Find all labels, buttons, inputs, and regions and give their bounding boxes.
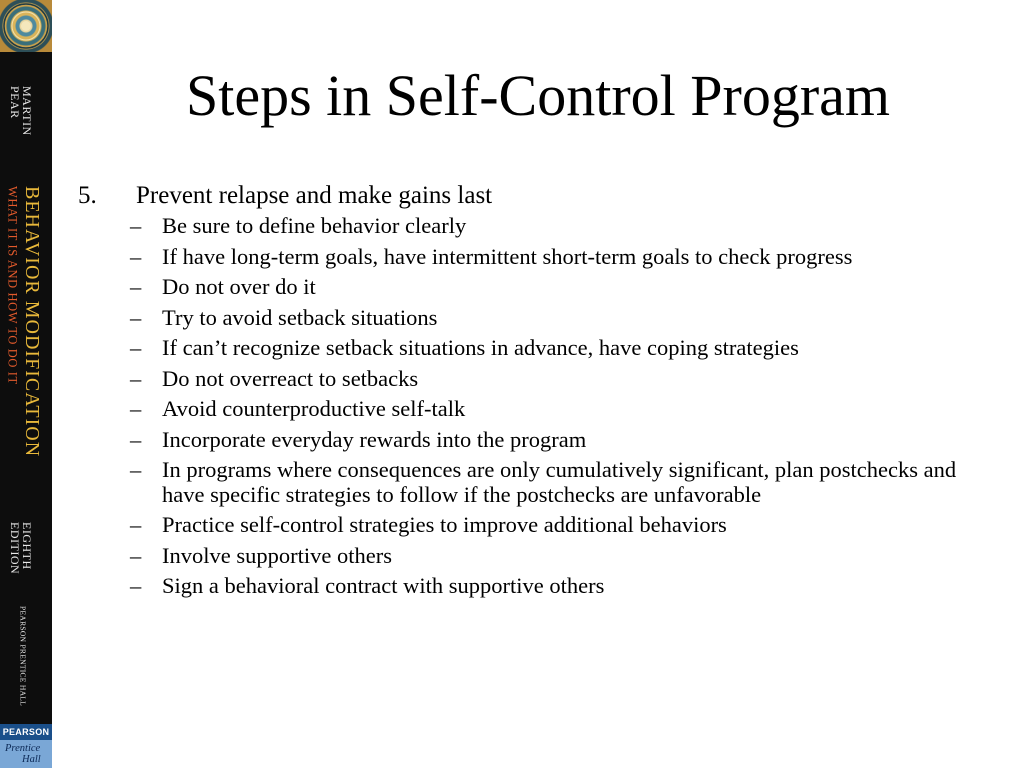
book-edition	[9, 522, 33, 574]
list-item	[78, 428, 962, 453]
list-item	[78, 574, 962, 599]
main-point-text: Prevent relapse and make gains last	[136, 182, 493, 209]
dash-bullet: –	[130, 213, 142, 238]
book-title: BEHAVIOR MODIFICATION	[21, 186, 43, 458]
list-item	[78, 306, 962, 331]
author-name: PEAR	[8, 86, 22, 119]
list-item-text: Practice self-control strategies to improve additional behaviors	[162, 512, 727, 537]
dash-bullet: –	[130, 457, 142, 482]
list-item	[78, 275, 962, 300]
dash-bullet: –	[130, 335, 142, 360]
slide-title: Steps in Self-Control Program	[185, 63, 890, 128]
list-item-text: Avoid counterproductive self-talk	[162, 396, 466, 421]
list-item	[78, 336, 962, 361]
list-item-text: Do not overreact to setbacks	[162, 365, 419, 391]
dash-bullet: –	[130, 304, 142, 330]
list-item	[78, 513, 962, 538]
edition-line: EDITION	[8, 522, 22, 575]
dash-bullet: –	[130, 396, 142, 421]
edition-line: EIGHTH	[20, 522, 34, 570]
list-item	[78, 367, 962, 392]
slide-body	[78, 180, 978, 605]
dash-bullet: –	[130, 365, 142, 391]
book-subtitle: WHAT IT IS AND HOW TO DO IT	[5, 186, 20, 385]
dash-bullet: –	[130, 426, 142, 452]
main-point-number: 5.	[78, 182, 97, 209]
logo-line: Hall	[22, 754, 41, 765]
author-name: MARTIN	[20, 86, 34, 136]
dash-bullet: –	[130, 542, 142, 568]
prentice-hall-logo	[0, 740, 52, 768]
main-point	[78, 180, 978, 212]
list-item-text: If can’t recognize setback situations in advance, have coping strategies	[162, 335, 799, 360]
cover-art-icon	[0, 0, 52, 52]
dash-bullet: –	[130, 512, 142, 537]
list-item-text: Incorporate everyday rewards into the program	[162, 426, 587, 452]
dash-bullet: –	[130, 274, 142, 299]
list-item	[78, 397, 962, 422]
list-item	[78, 214, 962, 239]
dash-bullet: –	[130, 573, 142, 598]
list-item	[78, 245, 962, 270]
list-item	[78, 544, 962, 569]
publisher-vertical: PEARSON PRENTICE HALL	[18, 606, 28, 707]
logo-line: Prentice	[5, 743, 41, 754]
list-item-text: Be sure to define behavior clearly	[162, 213, 467, 238]
dash-bullet: –	[130, 243, 142, 269]
list-item-text: Try to avoid setback situations	[162, 304, 438, 330]
list-item-text: Do not over do it	[162, 274, 316, 299]
list-item-text: Sign a behavioral contract with supportive others	[162, 573, 605, 598]
spine-authors	[9, 86, 33, 136]
list-item-text: Involve supportive others	[162, 542, 392, 568]
list-item-text: In programs where consequences are only cumulatively significant, plan postchecks and have specific strategies to follow if the postchecks are unfavorable	[162, 457, 957, 507]
sub-point-list	[78, 214, 978, 599]
book-spine-sidebar	[0, 0, 52, 768]
list-item-text: If have long-term goals, have intermittent short-term goals to check progress	[162, 243, 853, 269]
pearson-logo: PEARSON	[0, 724, 52, 740]
list-item	[78, 458, 962, 507]
